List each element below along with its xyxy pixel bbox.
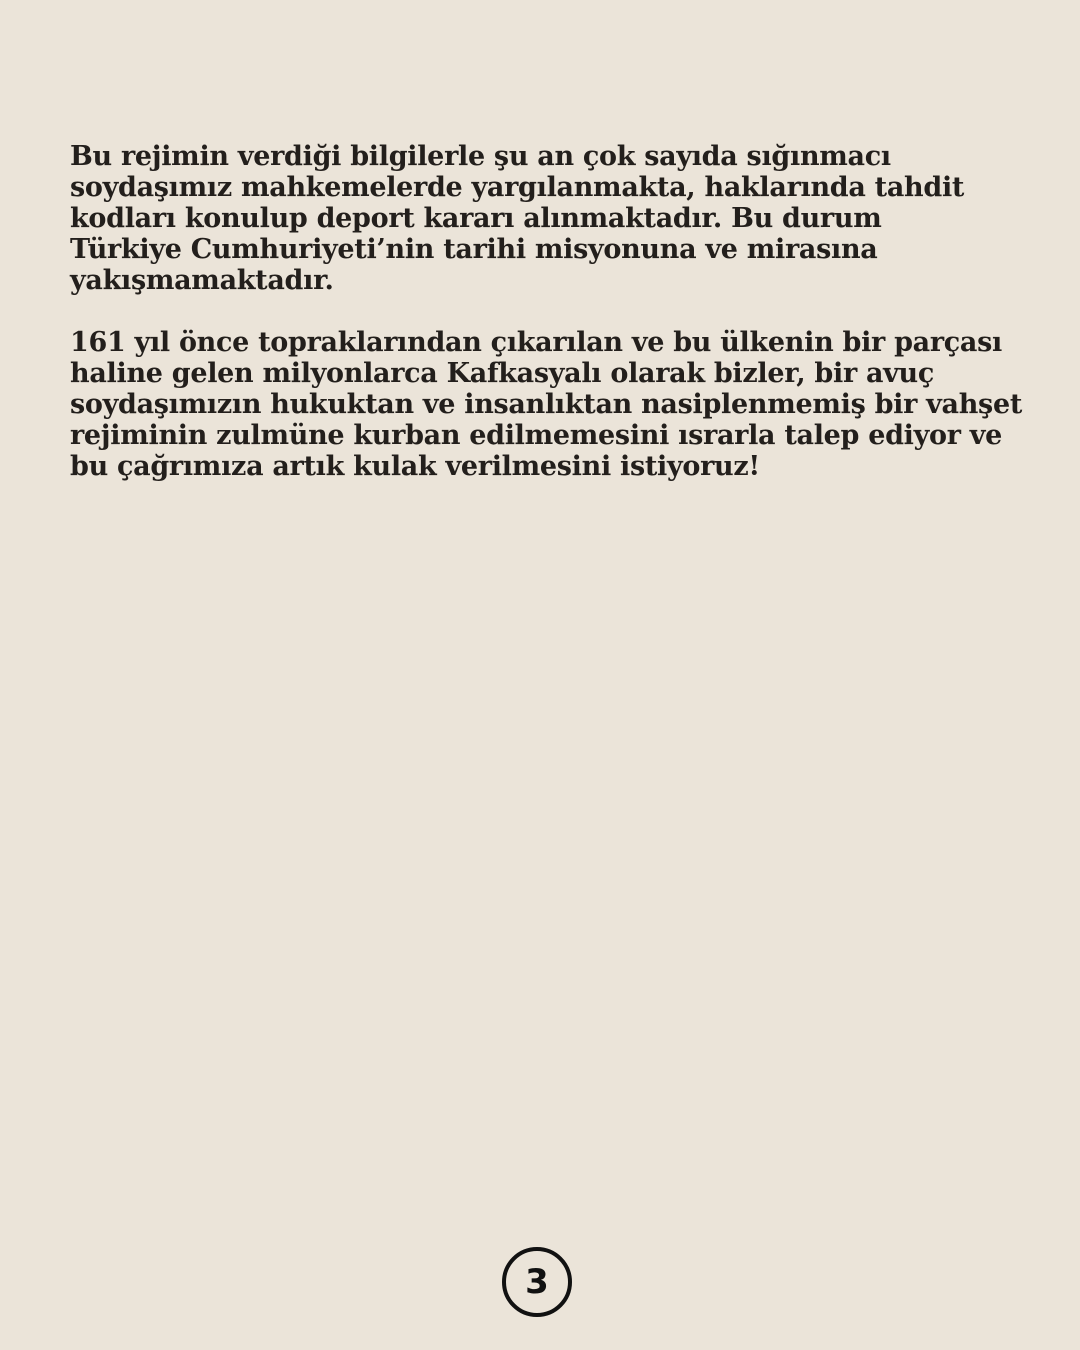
paragraph-2-line-2: haline gelen milyonlarca Kafkasyalı olarak bizler, bir avuç bbox=[70, 358, 935, 389]
paragraph-2-line-4: rejiminin zulmüne kurban edilmemesini ısrarla talep ediyor ve bbox=[70, 420, 1003, 451]
page-number-badge bbox=[502, 1247, 572, 1317]
paragraph-2-line-5: bu çağrımıza artık kulak verilmesini istiyoruz! bbox=[70, 451, 760, 482]
paragraph-1-line-5: yakışmamaktadır. bbox=[70, 265, 334, 296]
page-number: 3 bbox=[525, 1262, 549, 1302]
paragraph-1 bbox=[70, 141, 1060, 296]
paragraph-spacer bbox=[70, 296, 1060, 327]
paragraph-2 bbox=[70, 327, 1060, 482]
paragraph-1-line-3: kodları konulup deport kararı alınmaktadır. Bu durum bbox=[70, 203, 882, 234]
document-text bbox=[70, 141, 1060, 482]
paragraph-1-line-2: soydaşımız mahkemelerde yargılanmakta, haklarında tahdit bbox=[70, 172, 965, 203]
paragraph-1-line-4: Türkiye Cumhuriyeti’nin tarihi misyonuna ve mirasına bbox=[70, 234, 878, 265]
paragraph-2-line-3: soydaşımızın hukuktan ve insanlıktan nasiplenmemiş bir vahşet bbox=[70, 389, 1023, 420]
paragraph-2-line-1: 161 yıl önce topraklarından çıkarılan ve bu ülkenin bir parçası bbox=[70, 327, 1002, 358]
paragraph-1-line-1: Bu rejimin verdiği bilgilerle şu an çok sayıda sığınmacı bbox=[70, 141, 891, 172]
